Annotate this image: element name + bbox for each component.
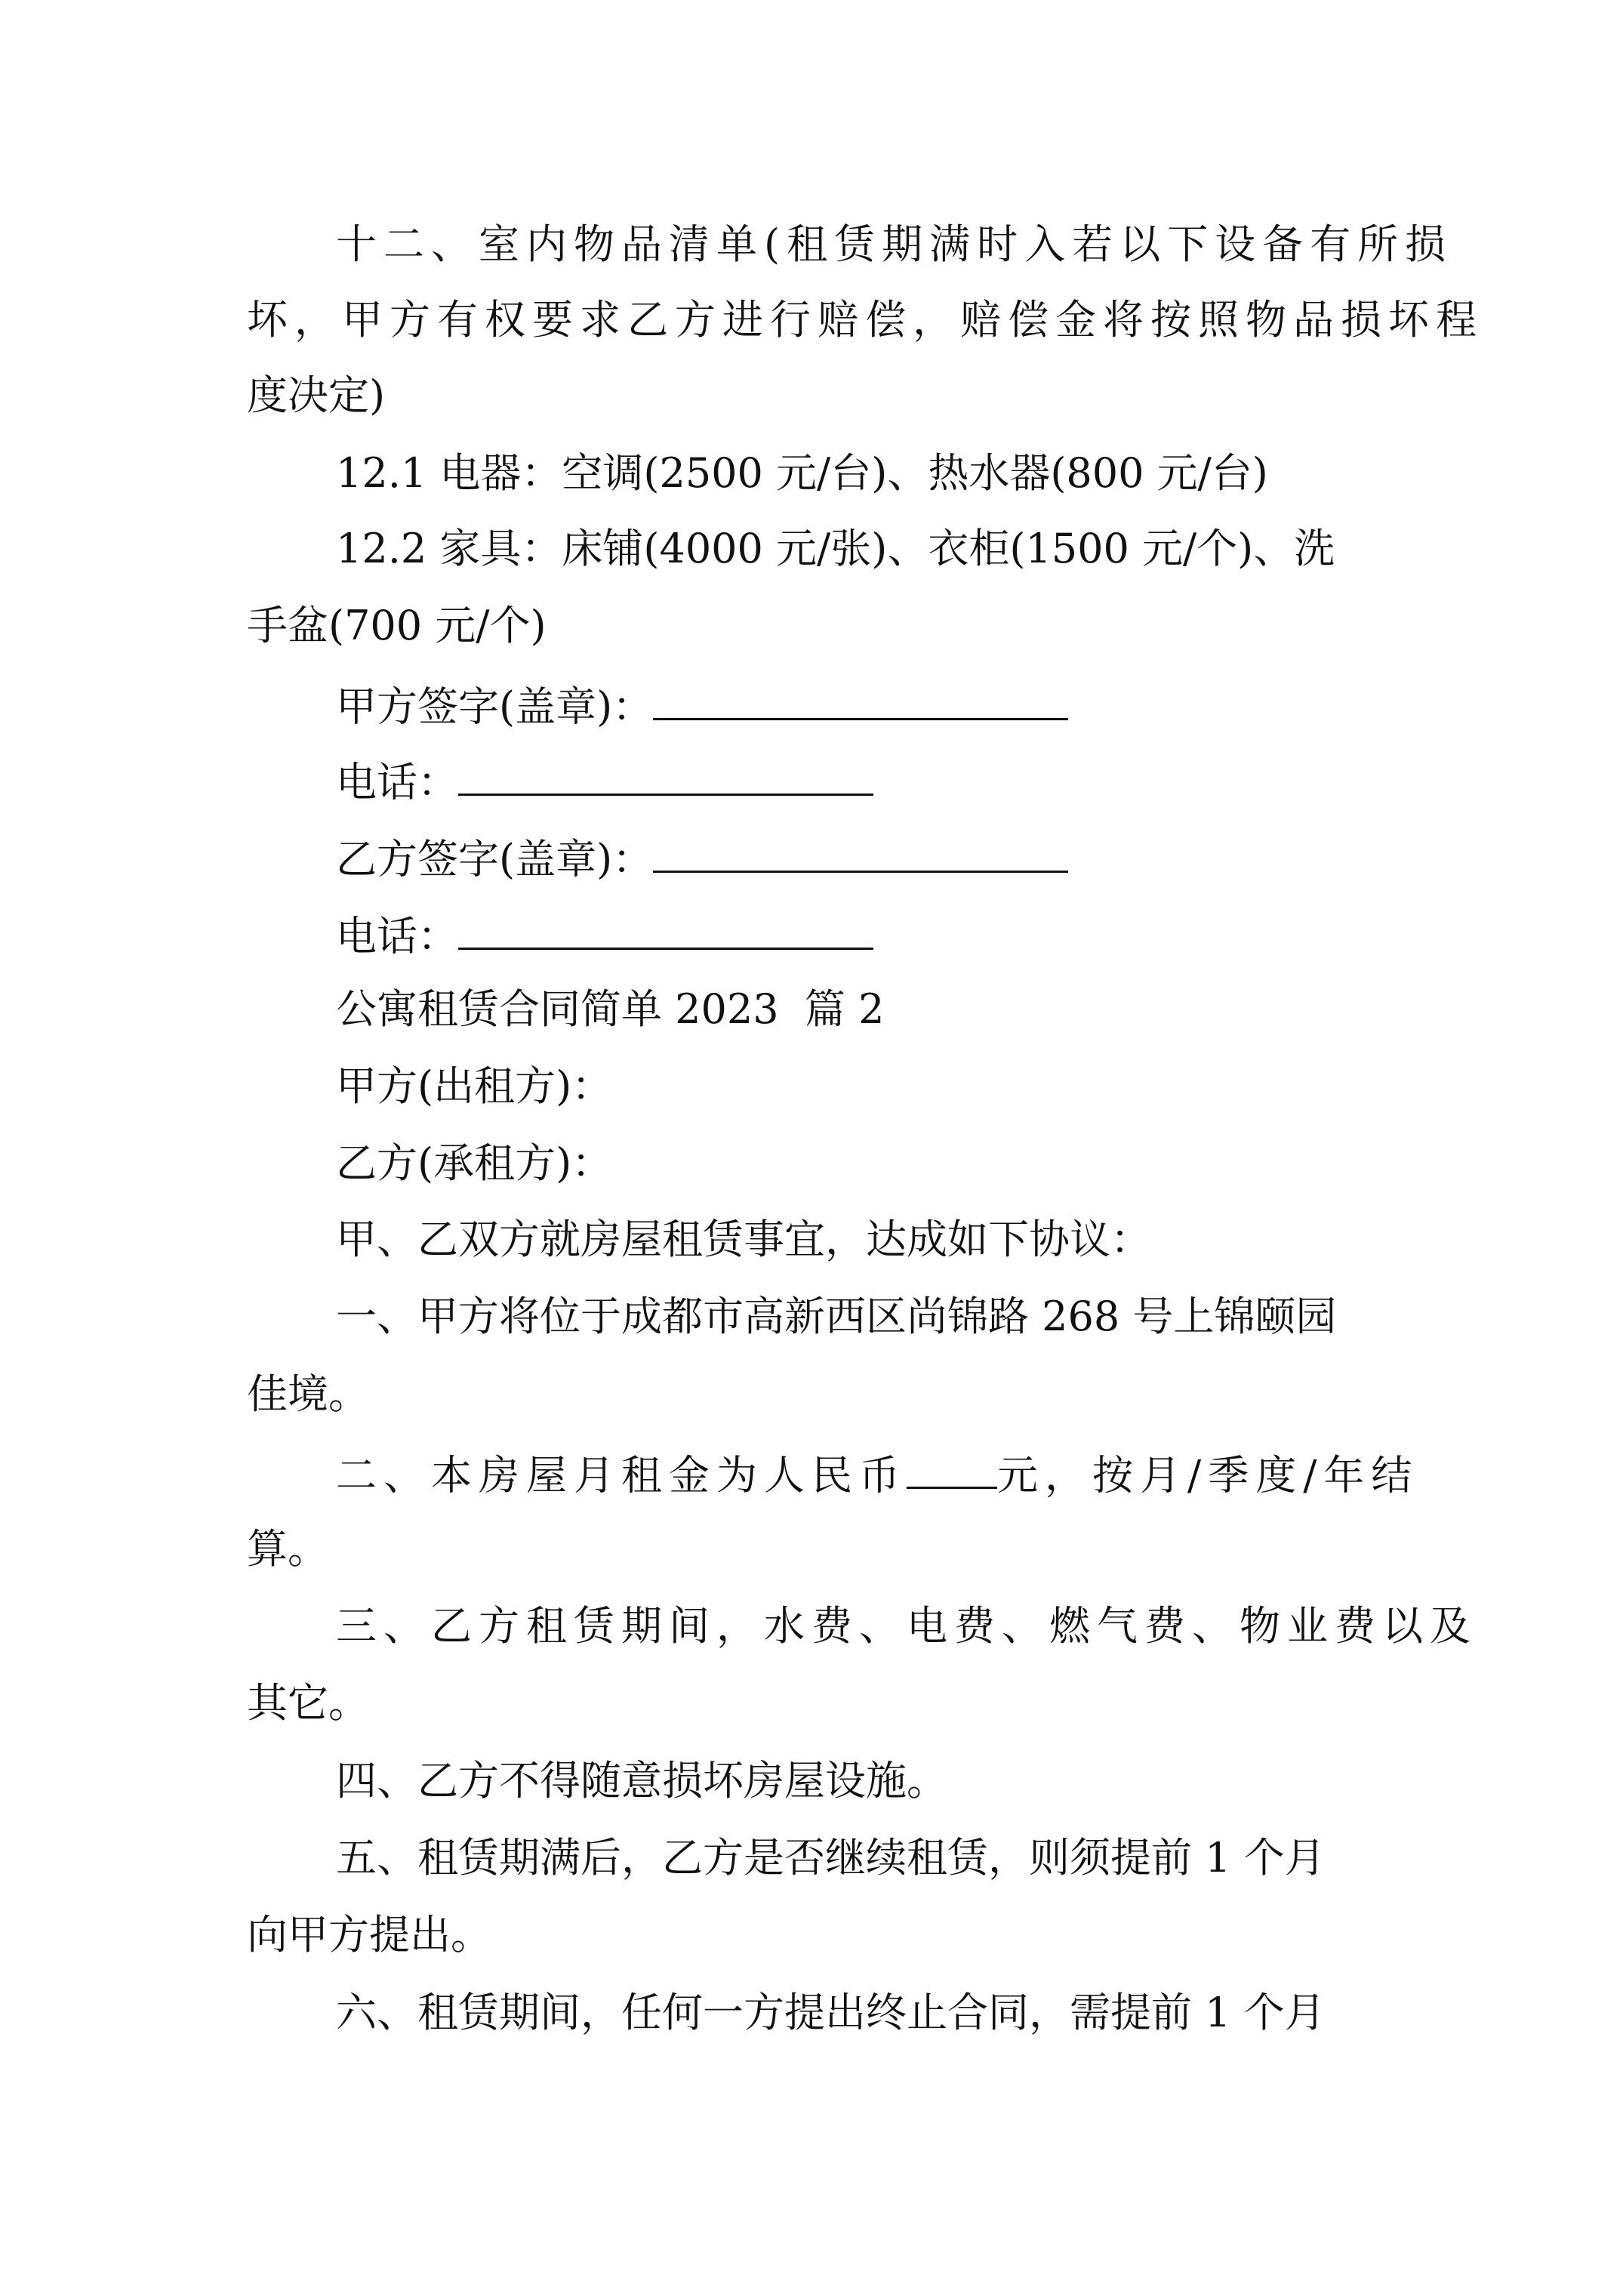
item-12-2-furniture-line1: 12.2 家具：床铺(4000 元/张)、衣柜(1500 元/个)、洗 (336, 525, 1335, 572)
party-a-signature-label: 甲方签字(盖章)： (336, 683, 654, 731)
agreement-intro: 甲、乙双方就房屋租赁事宜，达成如下协议： (336, 1216, 1151, 1263)
clause-2-line2: 算。 (247, 1525, 328, 1573)
party-a-signature-row (336, 680, 1068, 732)
clause-5-line2: 向甲方提出。 (247, 1911, 491, 1959)
item-12-2-furniture-line2: 手盆(700 元/个) (247, 602, 547, 649)
item-12-1-appliances: 12.1 电器：空调(2500 元/台)、热水器(800 元/台) (336, 449, 1268, 497)
clause-1-line2: 佳境。 (247, 1370, 369, 1418)
party-a-signature-blank (653, 680, 1068, 720)
party-b-phone-blank (458, 909, 873, 950)
party-b-phone-row (336, 909, 873, 961)
party-b-signature-label: 乙方签字(盖章)： (336, 835, 654, 883)
clause-3-line1: 三、乙方租赁期间，水费、电费、燃气费、物业费以及 (336, 1602, 1477, 1650)
rent-amount-blank (907, 1448, 997, 1489)
section-title-part-2: 公寓租赁合同简单 2023 篇 2 (336, 985, 885, 1033)
party-a-phone-label: 电话： (336, 758, 458, 806)
clause-5-line1: 五、租赁期满后，乙方是否继续租赁，则须提前 1 个月 (336, 1834, 1326, 1881)
clause-6-line1: 六、租赁期间，任何一方提出终止合同，需提前 1 个月 (336, 1989, 1326, 2036)
clause-12-heading-line3: 度决定) (247, 371, 386, 419)
party-b-signature-row (336, 832, 1068, 884)
party-a-phone-row (336, 755, 873, 807)
clause-12-heading-line2: 坏，甲方有权要求乙方进行赔偿，赔偿金将按照物品损坏程 (247, 296, 1483, 344)
clause-2-line1 (336, 1448, 1418, 1500)
party-b-phone-label: 电话： (336, 912, 458, 960)
party-a-phone-blank (458, 755, 873, 796)
clause-2-rent-text: 二、本房屋月租金为人民币 (336, 1451, 907, 1499)
clause-1-line1: 一、甲方将位于成都市高新西区尚锦路 268 号上锦颐园 (336, 1293, 1337, 1340)
clause-4: 四、乙方不得随意损坏房屋设施。 (336, 1757, 947, 1804)
clause-3-line2: 其它。 (247, 1679, 369, 1727)
party-b-signature-blank (653, 832, 1068, 873)
clause-12-heading-line1: 十二、室内物品清单(租赁期满时入若以下设备有所损 (336, 220, 1453, 268)
clause-2-settlement-text: 元，按月/季度/年结 (997, 1451, 1419, 1499)
party-a-lessor-line: 甲方(出租方)： (336, 1062, 613, 1110)
party-b-lessee-line: 乙方(承租方)： (336, 1139, 613, 1187)
